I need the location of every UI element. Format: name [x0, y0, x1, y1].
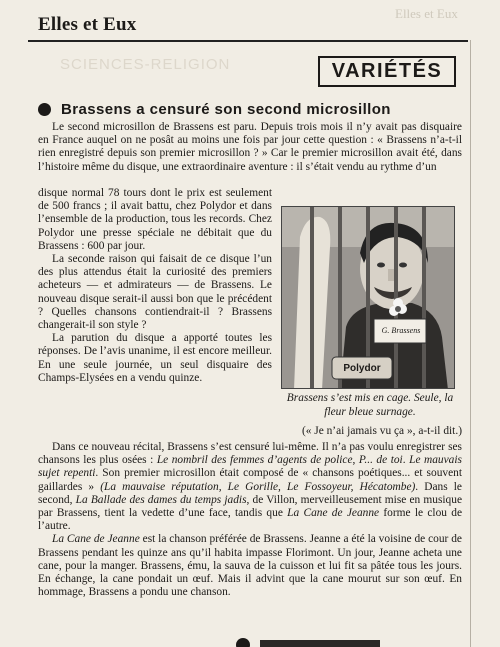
quote-tail: (« Je n’ai jamais vu ça », a-t-il dit.)	[301, 425, 462, 437]
photo-brassens-cage	[281, 206, 455, 389]
paragraph: La seconde raison qui faisait de ce disque l’un des plus attendus était la curiosité des premiers acheteurs — et admirateurs — de Brassens. Le nouveau disque serait-il aussi bon que le précédent ? Quelles chansons contiendrait-il ? Brassens changerait-il son style ?	[38, 253, 272, 332]
paragraph: disque normal 78 tours dont le prix est seulement de 500 francs ; il avait battu, chez Polydor et dans l’ensemble de la production, tous les records. Chez Polydor une presse spéciale ne débitait que du Brassens : 600 par jour.	[38, 187, 272, 252]
paragraph: La parution du disque a apporté toutes les réponses. De l’avis unanime, il est encore meilleur. En une seule journée, un seul disquaire des Champs-Elysées en a vendu quinze.	[38, 332, 272, 384]
italic-title: Le nombril des femmes d’agents de police	[156, 454, 353, 467]
column-rule	[470, 40, 471, 647]
text-run: est la chanson préférée de Brassens. Jeanne a été la voisine de cour de Brassens pendant les quinze ans qu’il habita impasse Florimont. Un jour, Jeanne acheta une cane, pour la manger. Brassens, ému, la sauva de la cuisson et lui fit sa pâtée tous les jours. En échange, la cane pondait un œuf. Mais il advint que la cane mourut sur son œuf. En hommage, Brassens a pondu une chanson.	[38, 533, 462, 599]
text-run: Dans ce nouveau récital, Brassens s’est censuré lui-même. Il n’a pas voulu enregistrer ses chansons les plus osées :	[38, 441, 462, 467]
article-headline	[38, 101, 468, 118]
article-bottom	[38, 441, 462, 599]
text-run: ,	[352, 454, 359, 467]
header-rule	[28, 40, 468, 42]
photo-caption: Brassens s’est mis en cage. Seule, la fleur bleue surnage.	[286, 392, 454, 418]
photo-illustration	[282, 207, 455, 389]
paragraph	[38, 533, 462, 599]
bleed-through-text: Elles et Eux	[395, 6, 458, 21]
italic-title: La Cane de Jeanne	[52, 533, 140, 546]
running-head: Elles et Eux	[38, 14, 137, 35]
section-label: VARIÉTÉS	[331, 60, 443, 82]
italic-title: La Cane de Jeanne	[287, 507, 380, 520]
polydor-logo: Polydor	[343, 363, 381, 374]
bullet-icon	[236, 638, 250, 647]
next-article-stub	[38, 636, 468, 647]
article-intro	[38, 121, 462, 174]
bullet-icon	[38, 103, 51, 116]
text-run: , de Villon, merveilleusement mise en musique par Brassens, tient la vedette d’une face, tandis que	[38, 493, 463, 520]
text-run: .	[402, 454, 410, 467]
paragraph: Le second microsillon de Brassens est paru. Depuis trois mois il n’y avait pas disquaire en France auquel on ne posât au moins une fois par jour cette question : « Brassens n’a-t-il rien enregistré depuis son premier microsillon ? » Car le premier microsillon avait été, dans l’histoire même du disque, une extraordinaire aventure : il s’était vendu au rythme d’un	[38, 121, 462, 173]
text-run: forme le clou de l’autre.	[38, 507, 462, 533]
paragraph	[38, 441, 462, 533]
italic-title: Le mauvais sujet repenti	[38, 454, 462, 480]
quote-tail-line	[38, 425, 462, 438]
text-run: . Dans le second,	[38, 480, 462, 506]
article-narrow-column	[38, 187, 272, 385]
italic-title: P... de toi	[358, 454, 403, 467]
italic-title: La Ballade des dames du temps jadis	[75, 493, 247, 506]
sign-label: G. Brassens	[381, 326, 421, 335]
section-label-box	[318, 56, 456, 87]
next-headline-fragment	[260, 640, 380, 647]
italic-title: (La mauvaise réputation, Le Gorille, Le Fossoyeur, Hécatombe)	[100, 480, 416, 493]
text-run: . Son premier microsillon était composé de « chansons poétiques... et souvent gaillardes »	[38, 467, 462, 493]
headline-text: Brassens a censuré son second microsillon	[61, 101, 391, 118]
ghost-section-band: SCIENCES-RELIGION	[60, 56, 231, 73]
